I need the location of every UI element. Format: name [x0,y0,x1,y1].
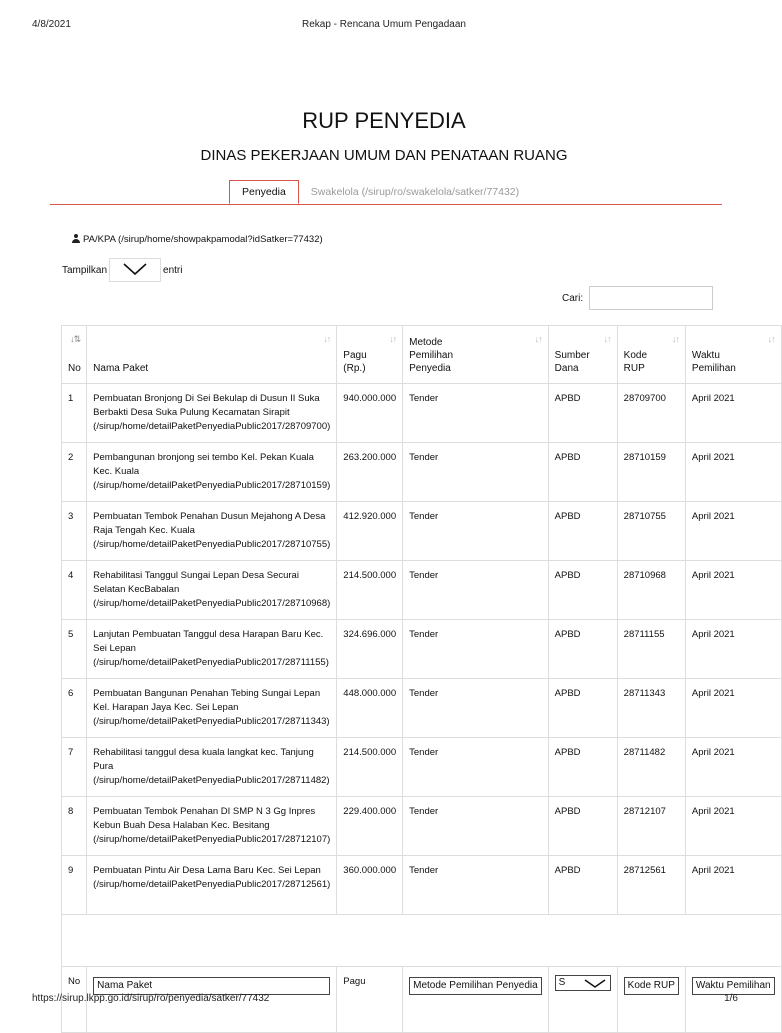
row-no: 2 [62,443,87,502]
table-row[interactable] [62,443,782,502]
row-waktu: April 2021 [685,384,781,443]
print-title: Rekap - Rencana Umum Pengadaan [302,19,466,30]
filter-metode-cell [403,967,549,1033]
table-row[interactable] [62,561,782,620]
filter-kode-cell [617,967,685,1033]
sort-icon: ↓↑ [603,334,611,344]
row-sumber: APBD [548,384,617,443]
row-metode: Tender [403,502,549,561]
row-pagu: 940.000.000 [337,384,403,443]
row-nama-paket[interactable]: Rehabilitasi Tanggul Sungai Lepan Desa Securai Selatan KecBabalan (/sirup/home/detailPaketPenyediaPublic2017/28710968) [87,561,337,620]
row-sumber: APBD [548,620,617,679]
row-metode: Tender [403,384,549,443]
filter-no: No [62,967,87,1033]
row-pagu: 263.200.000 [337,443,403,502]
col-header-metode[interactable] [403,326,549,384]
row-metode: Tender [403,620,549,679]
row-pagu: 412.920.000 [337,502,403,561]
row-no: 3 [62,502,87,561]
sort-icon: ↓↑ [767,334,775,344]
row-kode: 28710968 [617,561,685,620]
col-header-sumber[interactable] [548,326,617,384]
row-pagu: 360.000.000 [337,856,403,915]
table-header-row [62,326,782,384]
row-no: 5 [62,620,87,679]
tab-divider [50,204,722,205]
row-waktu: April 2021 [685,620,781,679]
sort-icon: ↓↑ [671,334,679,344]
row-sumber: APBD [548,797,617,856]
sort-icon: ↓↑ [323,334,331,344]
col-header-nama[interactable] [87,326,337,384]
row-metode: Tender [403,561,549,620]
row-kode: 28711155 [617,620,685,679]
print-page-number: 1/6 [724,993,738,1004]
row-kode: 28711343 [617,679,685,738]
print-date: 4/8/2021 [32,19,71,30]
row-waktu: April 2021 [685,856,781,915]
row-metode: Tender [403,679,549,738]
col-header-label: No [68,363,81,374]
col-header-label: Nama Paket [93,363,149,374]
sort-icon: ↓↑ [534,334,542,344]
row-kode: 28711482 [617,738,685,797]
sort-icon: ↓⇅ [70,334,81,344]
tab-penyedia[interactable]: Penyedia [229,180,299,204]
row-no: 4 [62,561,87,620]
chevron-down-icon [123,263,147,275]
row-no: 1 [62,384,87,443]
row-kode: 28712561 [617,856,685,915]
col-header-label: Metode Pemilihan Penyedia [409,337,454,374]
table-row[interactable] [62,856,782,915]
row-metode: Tender [403,797,549,856]
table-row[interactable] [62,620,782,679]
row-no: 9 [62,856,87,915]
row-nama-paket[interactable]: Pembuatan Tembok Penahan Dusun Mejahong A Desa Raja Tengah Kec. Kuala (/sirup/home/detailPaketPenyediaPublic2017/28710755) [87,502,337,561]
col-header-no[interactable] [62,326,87,384]
col-header-waktu[interactable] [685,326,781,384]
table-row[interactable] [62,502,782,561]
empty-row [62,915,782,967]
col-header-label: Sumber Dana [554,350,590,374]
print-url: https://sirup.lkpp.go.id/sirup/ro/penyedia/satker/77432 [32,993,270,1004]
paket-table [61,325,782,1033]
row-nama-paket[interactable]: Pembuatan Bronjong Di Sei Bekulap di Dusun II Suka Berbakti Desa Suka Pulung Kecamatan Sirapit (/sirup/home/detailPaketPenyediaPublic2017/28709700) [87,384,337,443]
row-pagu: 214.500.000 [337,738,403,797]
col-header-label: Waktu Pemilihan [691,350,736,374]
tab-swakelola[interactable]: Swakelola (/sirup/ro/swakelola/satker/77432) [310,186,520,198]
search-label: Cari: [562,292,584,304]
row-kode: 28709700 [617,384,685,443]
filter-waktu-input[interactable]: Waktu Pemilihan [692,977,775,995]
row-waktu: April 2021 [685,679,781,738]
row-pagu: 448.000.000 [337,679,403,738]
row-sumber: APBD [548,443,617,502]
page-title: RUP PENYEDIA [302,108,466,133]
row-waktu: April 2021 [685,797,781,856]
row-metode: Tender [403,443,549,502]
pa-kpa-link[interactable] [72,234,323,245]
pa-kpa-label: PA/KPA (/sirup/home/showpakpamodal?idSatker=77432) [83,234,323,245]
filter-metode-input[interactable]: Metode Pemilihan Penyedia [409,977,542,995]
row-waktu: April 2021 [685,561,781,620]
row-metode: Tender [403,856,549,915]
row-kode: 28710755 [617,502,685,561]
filter-kode-input[interactable]: Kode RUP [624,977,679,995]
filter-sumber-value: S [558,977,566,988]
search-input[interactable] [589,286,713,310]
empty-cell [62,915,782,967]
row-kode: 28710159 [617,443,685,502]
sort-icon: ↓↑ [389,334,397,344]
row-waktu: April 2021 [685,443,781,502]
entries-select[interactable] [109,258,161,282]
page-subtitle: DINAS PEKERJAAN UMUM DAN PENATAAN RUANG [200,147,568,164]
table-row[interactable] [62,797,782,856]
col-header-label: Pagu (Rp.) [343,350,367,374]
row-sumber: APBD [548,738,617,797]
row-nama-paket[interactable]: Pembangunan bronjong sei tembo Kel. Pekan Kuala Kec. Kuala (/sirup/home/detailPaketPenyediaPublic2017/28710159) [87,443,337,502]
row-nama-paket[interactable]: Lanjutan Pembuatan Tanggul desa Harapan Baru Kec. Sei Lepan (/sirup/home/detailPaketPenyediaPublic2017/28711155) [87,620,337,679]
user-icon [72,234,80,243]
filter-sumber-select[interactable] [555,975,611,991]
table-row[interactable] [62,384,782,443]
tab-bar [229,180,531,204]
row-nama-paket[interactable]: Pembuatan Tembok Penahan DI SMP N 3 Gg Inpres Kebun Buah Desa Halaban Kec. Besitang (/sirup/home/detailPaketPenyediaPublic2017/28712107) [87,797,337,856]
col-header-kode[interactable] [617,326,685,384]
filter-nama-input[interactable]: Nama Paket [93,977,330,995]
row-kode: 28712107 [617,797,685,856]
row-no: 8 [62,797,87,856]
row-no: 7 [62,738,87,797]
row-sumber: APBD [548,502,617,561]
row-nama-paket[interactable]: Rehabilitasi tanggul desa kuala langkat kec. Tanjung Pura (/sirup/home/detailPaketPenyediaPublic2017/28711482) [87,738,337,797]
row-waktu: April 2021 [685,502,781,561]
show-entries [62,258,182,282]
row-sumber: APBD [548,561,617,620]
show-entries-suffix: entri [163,264,183,276]
row-no: 6 [62,679,87,738]
col-header-pagu[interactable] [337,326,403,384]
table-row[interactable] [62,679,782,738]
row-sumber: APBD [548,856,617,915]
row-nama-paket[interactable]: Pembuatan Bangunan Penahan Tebing Sungai Lepan Kel. Harapan Jaya Kec. Sei Lepan (/sirup/home/detailPaketPenyediaPublic2017/28711343) [87,679,337,738]
chevron-down-icon [584,979,606,988]
filter-pagu: Pagu [337,967,403,1033]
search-bar [562,286,713,310]
show-entries-prefix: Tampilkan [62,264,108,276]
row-waktu: April 2021 [685,738,781,797]
row-sumber: APBD [548,679,617,738]
col-header-label: Kode RUP [623,350,648,374]
row-nama-paket[interactable]: Pembuatan Pintu Air Desa Lama Baru Kec. Sei Lepan (/sirup/home/detailPaketPenyediaPublic2017/28712561) [87,856,337,915]
row-pagu: 229.400.000 [337,797,403,856]
row-metode: Tender [403,738,549,797]
filter-sumber-cell [548,967,617,1033]
row-pagu: 324.696.000 [337,620,403,679]
row-pagu: 214.500.000 [337,561,403,620]
table-row[interactable] [62,738,782,797]
